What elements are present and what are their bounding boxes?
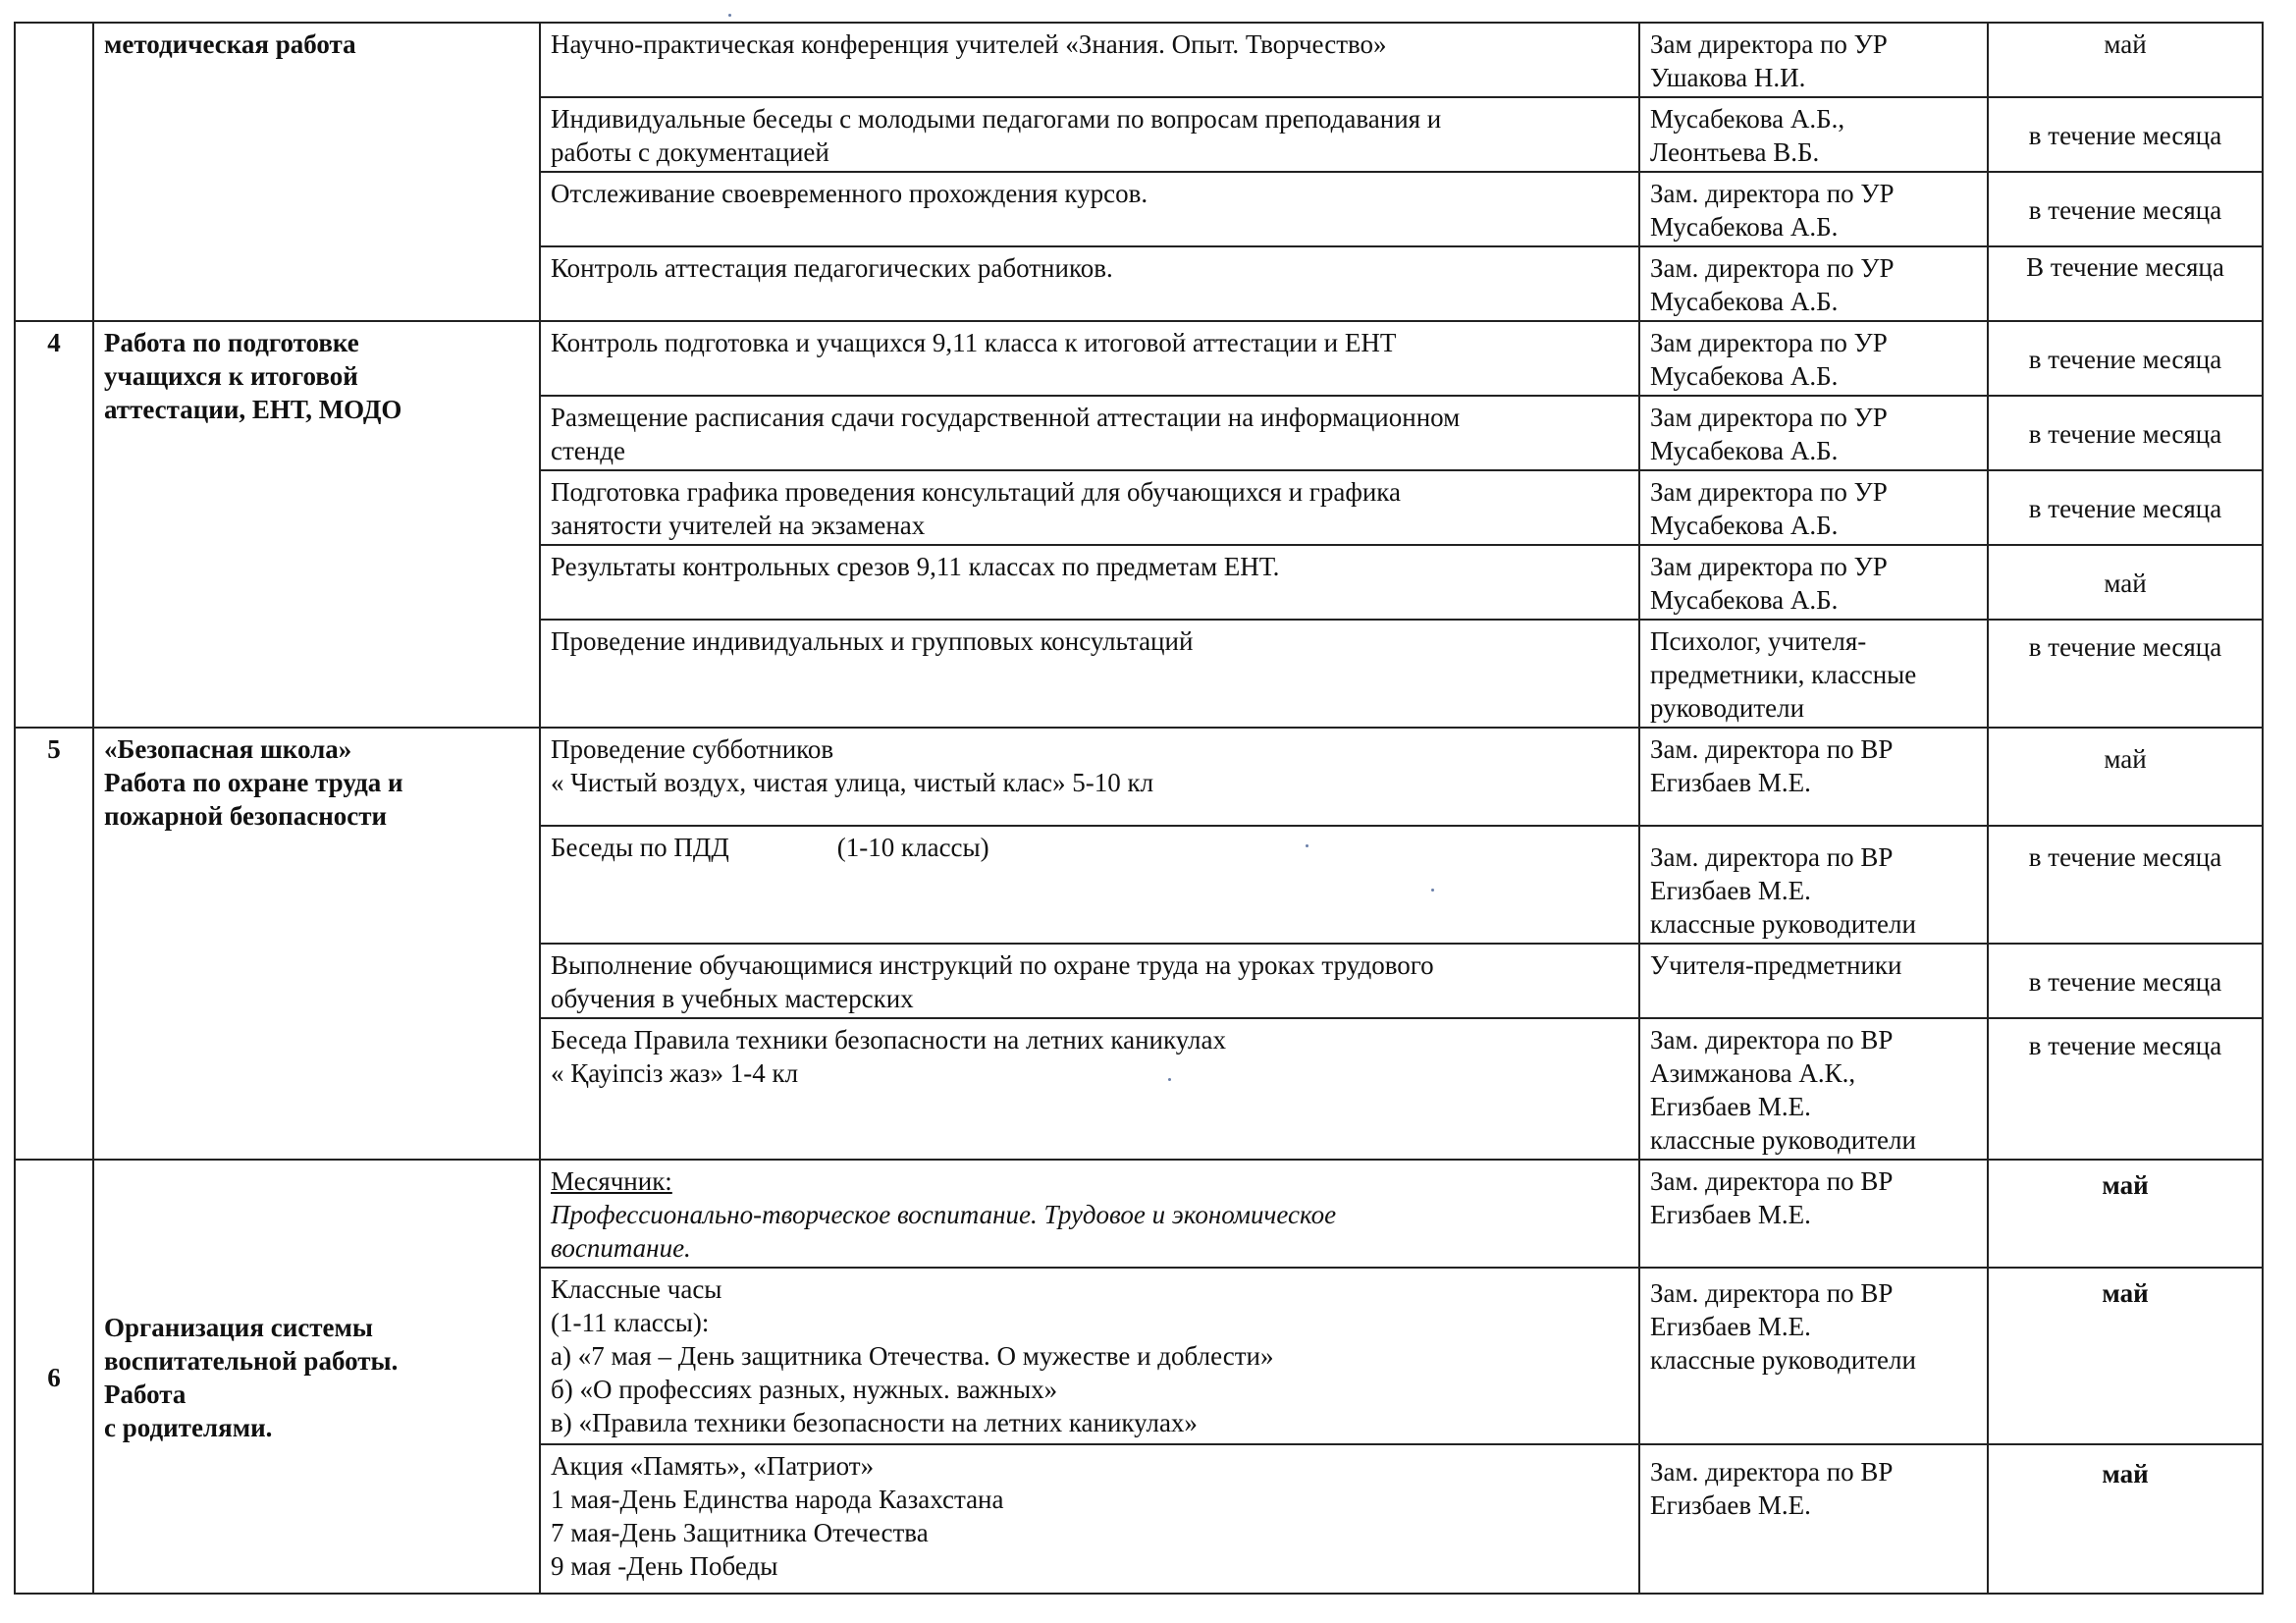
- scan-speck: [1431, 889, 1434, 892]
- activity-cell: Месячник: Профессионально-творческое воспитание. Трудовое и экономическое воспитание.: [540, 1160, 1639, 1268]
- activity-cell: Акция «Память», «Патриот» 1 мая-День Единства народа Казахстана 7 мая-День Защитника Отечества 9 мая -День Победы: [540, 1444, 1639, 1594]
- responsible-cell: Зам. директора по ВР Егизбаев М.Е. классные руководители: [1639, 826, 1988, 944]
- scan-speck: [1306, 844, 1308, 847]
- scan-speck: [1168, 1078, 1171, 1081]
- activity-cell: Проведение субботников « Чистый воздух, чистая улица, чистый клас» 5-10 кл: [540, 728, 1639, 826]
- term-cell: май: [1988, 1268, 2263, 1444]
- responsible-cell: Зам. директора по ВР Егизбаев М.Е.: [1639, 728, 1988, 826]
- term-cell: май: [1988, 23, 2263, 97]
- responsible-cell: Зам. директора по ВР Егизбаев М.Е.: [1639, 1444, 1988, 1594]
- term-cell: в течение месяца: [1988, 944, 2263, 1018]
- responsible-cell: Учителя-предметники: [1639, 944, 1988, 1018]
- term-cell: в течение месяца: [1988, 1018, 2263, 1160]
- row-number: 6: [15, 1160, 93, 1594]
- term-cell: в течение месяца: [1988, 620, 2263, 728]
- work-plan-table: [14, 22, 2264, 1595]
- section-title: «Безопасная школа» Работа по охране труда и пожарной безопасности: [93, 728, 540, 1160]
- responsible-cell: Зам директора по УР Мусабекова А.Б.: [1639, 545, 1988, 620]
- term-cell: май: [1988, 545, 2263, 620]
- term-cell: в течение месяца: [1988, 97, 2263, 172]
- responsible-cell: Зам. директора по ВР Егизбаев М.Е. классные руководители: [1639, 1268, 1988, 1444]
- responsible-cell: Зам директора по УР Мусабекова А.Б.: [1639, 396, 1988, 470]
- activity-cell: Проведение индивидуальных и групповых консультаций: [540, 620, 1639, 728]
- table-row: [15, 321, 2263, 396]
- term-cell: в течение месяца: [1988, 470, 2263, 545]
- responsible-cell: Зам директора по УР Мусабекова А.Б.: [1639, 470, 1988, 545]
- section-title: методическая работа: [93, 23, 540, 321]
- term-cell: май: [1988, 728, 2263, 826]
- table-row: [15, 728, 2263, 826]
- table-row: [15, 1160, 2263, 1268]
- term-cell: в течение месяца: [1988, 321, 2263, 396]
- row-number: 4: [15, 321, 93, 728]
- table-row: [15, 23, 2263, 97]
- activity-cell: Контроль аттестация педагогических работников.: [540, 246, 1639, 321]
- activity-cell: Результаты контрольных срезов 9,11 классах по предметам ЕНТ.: [540, 545, 1639, 620]
- row-number: [15, 23, 93, 321]
- term-cell: в течение месяца: [1988, 396, 2263, 470]
- term-cell: в течение месяца: [1988, 172, 2263, 246]
- responsible-cell: Зам. директора по УР Мусабекова А.Б.: [1639, 246, 1988, 321]
- activity-cell: Размещение расписания сдачи государственной аттестации на информационном стенде: [540, 396, 1639, 470]
- section-title: Работа по подготовке учащихся к итоговой аттестации, ЕНТ, МОДО: [93, 321, 540, 728]
- responsible-cell: Зам директора по УР Ушакова Н.И.: [1639, 23, 1988, 97]
- term-cell: В течение месяца: [1988, 246, 2263, 321]
- activity-cell: Научно-практическая конференция учителей «Знания. Опыт. Творчество»: [540, 23, 1639, 97]
- responsible-cell: Зам. директора по УР Мусабекова А.Б.: [1639, 172, 1988, 246]
- row-number: 5: [15, 728, 93, 1160]
- term-cell: май: [1988, 1160, 2263, 1268]
- activity-cell: Классные часы (1-11 классы): а) «7 мая – День защитника Отечества. О мужестве и доблести» б) «О профессиях разных, нужных. важных» в) «Правила техники безопасности на летних каникулах»: [540, 1268, 1639, 1444]
- responsible-cell: Мусабекова А.Б., Леонтьева В.Б.: [1639, 97, 1988, 172]
- responsible-cell: Зам. директора по ВР Егизбаев М.Е.: [1639, 1160, 1988, 1268]
- scan-speck: [728, 14, 731, 17]
- activity-cell: Беседа Правила техники безопасности на летних каникулах « Қауіпсіз жаз» 1-4 кл: [540, 1018, 1639, 1160]
- activity-cell: Контроль подготовка и учащихся 9,11 класса к итоговой аттестации и ЕНТ: [540, 321, 1639, 396]
- responsible-cell: Психолог, учителя- предметники, классные руководители: [1639, 620, 1988, 728]
- activity-cell: Беседы по ПДД (1-10 классы): [540, 826, 1639, 944]
- responsible-cell: Зам директора по УР Мусабекова А.Б.: [1639, 321, 1988, 396]
- section-title: Организация системы воспитательной работы. Работа с родителями.: [93, 1160, 540, 1594]
- activity-cell: Индивидуальные беседы с молодыми педагогами по вопросам преподавания и работы с документацией: [540, 97, 1639, 172]
- activity-cell: Отслеживание своевременного прохождения курсов.: [540, 172, 1639, 246]
- term-cell: в течение месяца: [1988, 826, 2263, 944]
- term-cell: май: [1988, 1444, 2263, 1594]
- responsible-cell: Зам. директора по ВР Азимжанова А.К., Егизбаев М.Е. классные руководители: [1639, 1018, 1988, 1160]
- activity-cell: Подготовка графика проведения консультаций для обучающихся и графика занятости учителей на экзаменах: [540, 470, 1639, 545]
- activity-cell: Выполнение обучающимися инструкций по охране труда на уроках трудового обучения в учебных мастерских: [540, 944, 1639, 1018]
